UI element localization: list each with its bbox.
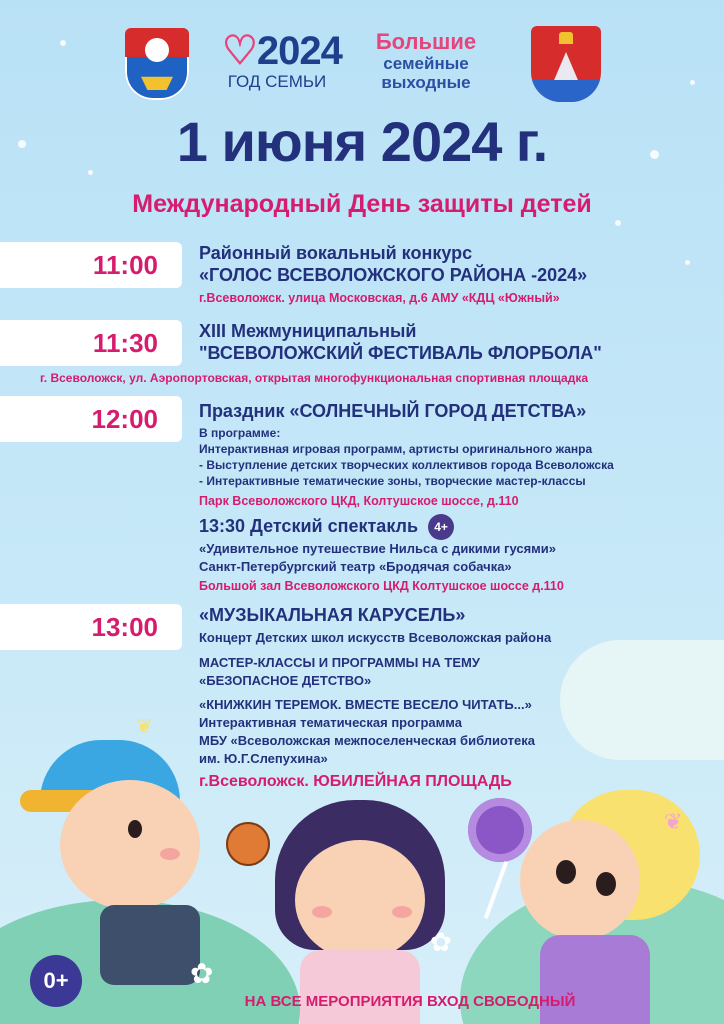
page-subtitle: Международный День защиты детей bbox=[132, 190, 592, 218]
event-line: Концерт Детских школ искусств Всеволожская района bbox=[199, 630, 552, 645]
logo-year: 2024 bbox=[256, 29, 342, 73]
logo-weekend-line2: семейные bbox=[383, 54, 469, 73]
program-item: - Выступление детских творческих коллективов города Всеволожска bbox=[199, 458, 614, 472]
logo-year-subtitle: ГОД СЕМЬИ bbox=[227, 72, 327, 91]
event-block bbox=[199, 400, 614, 510]
logo-weekend-line1: Большие bbox=[375, 29, 477, 54]
event-title: «МУЗЫКАЛЬНАЯ КАРУСЕЛЬ» bbox=[199, 605, 466, 625]
event-line: Интерактивная тематическая программа bbox=[199, 715, 462, 730]
event-time: 11:30 bbox=[0, 320, 182, 366]
basketball-icon bbox=[226, 822, 270, 866]
lollipop-icon bbox=[468, 798, 532, 862]
age-rating-badge: 0+ bbox=[30, 955, 82, 1007]
year-of-family-logo bbox=[222, 29, 342, 100]
family-weekends-logo bbox=[368, 30, 484, 92]
event-block bbox=[199, 320, 602, 364]
event-location: г.Всеволожск. ЮБИЛЕЙНАЯ ПЛОЩАДЬ bbox=[199, 773, 512, 790]
event-block bbox=[199, 604, 551, 793]
vsevolozhsk-district-crest bbox=[125, 28, 189, 100]
event-time: 12:00 bbox=[0, 396, 182, 442]
event-location: г.Всеволожск. улица Московская, д.6 АМУ «КДЦ «Южный» bbox=[199, 291, 560, 305]
snow-dot bbox=[685, 260, 690, 265]
event-title-line1: Районный вокальный конкурс bbox=[199, 243, 473, 263]
city-crest bbox=[531, 26, 601, 102]
sub-event-title: 13:30 Детский спектакль bbox=[199, 516, 419, 536]
footer-note: НА ВСЕ МЕРОПРИЯТИЯ ВХОД СВОБОДНЫЙ bbox=[244, 993, 576, 1010]
event-title-line1: XIII Межмуниципальный bbox=[199, 321, 417, 341]
event-title-line2: "ВСЕВОЛОЖСКИЙ ФЕСТИВАЛЬ ФЛОРБОЛА" bbox=[199, 343, 602, 363]
event-line: «КНИЖКИН ТЕРЕМОК. ВМЕСТЕ ВЕСЕЛО ЧИТАТЬ...» bbox=[199, 697, 532, 712]
snow-dot bbox=[615, 220, 621, 226]
snow-dot bbox=[690, 80, 695, 85]
flower-icon: ✿ bbox=[430, 928, 452, 958]
event-line: «БЕЗОПАСНОЕ ДЕТСТВО» bbox=[199, 673, 372, 688]
page-title: 1 июня 2024 г. bbox=[176, 110, 548, 173]
age-badge: 4+ bbox=[428, 514, 454, 540]
heart-icon: ♡ bbox=[222, 29, 257, 73]
flower-icon: ✿ bbox=[190, 957, 214, 990]
program-item: - Интерактивные тематические зоны, творческие мастер-классы bbox=[199, 474, 586, 488]
event-title: Праздник «СОЛНЕЧНЫЙ ГОРОД ДЕТСТВА» bbox=[199, 401, 587, 421]
event-location: г. Всеволожск, ул. Аэропортовская, открытая многофункциональная спортивная площадка bbox=[40, 371, 589, 385]
logo-weekend-line3: выходные bbox=[381, 73, 471, 92]
event-block bbox=[199, 242, 587, 307]
event-time: 13:00 bbox=[0, 604, 182, 650]
snow-dot bbox=[60, 40, 66, 46]
butterfly-icon: ❦ bbox=[664, 810, 683, 835]
sub-event-line2: Санкт-Петербургский театр «Бродячая собачка» bbox=[199, 559, 512, 575]
program-label: В программе: bbox=[199, 426, 281, 440]
program-item: Интерактивная игровая программ, артисты оригинального жанра bbox=[199, 442, 593, 456]
sub-event-line1: «Удивительное путешествие Нильса с дикими гусями» bbox=[199, 541, 556, 557]
event-title-line2: «ГОЛОС ВСЕВОЛОЖСКОГО РАЙОНА -2024» bbox=[199, 265, 588, 285]
butterfly-icon: ❦ bbox=[136, 714, 153, 738]
event-line: МБУ «Всеволожская межпоселенческая библиотека bbox=[199, 733, 535, 748]
sub-event-block bbox=[199, 512, 564, 595]
event-time: 11:00 bbox=[0, 242, 182, 288]
event-line: им. Ю.Г.Слепухина» bbox=[199, 751, 328, 766]
sub-event-location: Большой зал Всеволожского ЦКД Колтушское шоссе д.110 bbox=[199, 579, 564, 594]
event-line: МАСТЕР-КЛАССЫ И ПРОГРАММЫ НА ТЕМУ bbox=[199, 655, 480, 670]
event-location: Парк Всеволожского ЦКД, Колтушское шоссе, д.110 bbox=[199, 494, 519, 508]
